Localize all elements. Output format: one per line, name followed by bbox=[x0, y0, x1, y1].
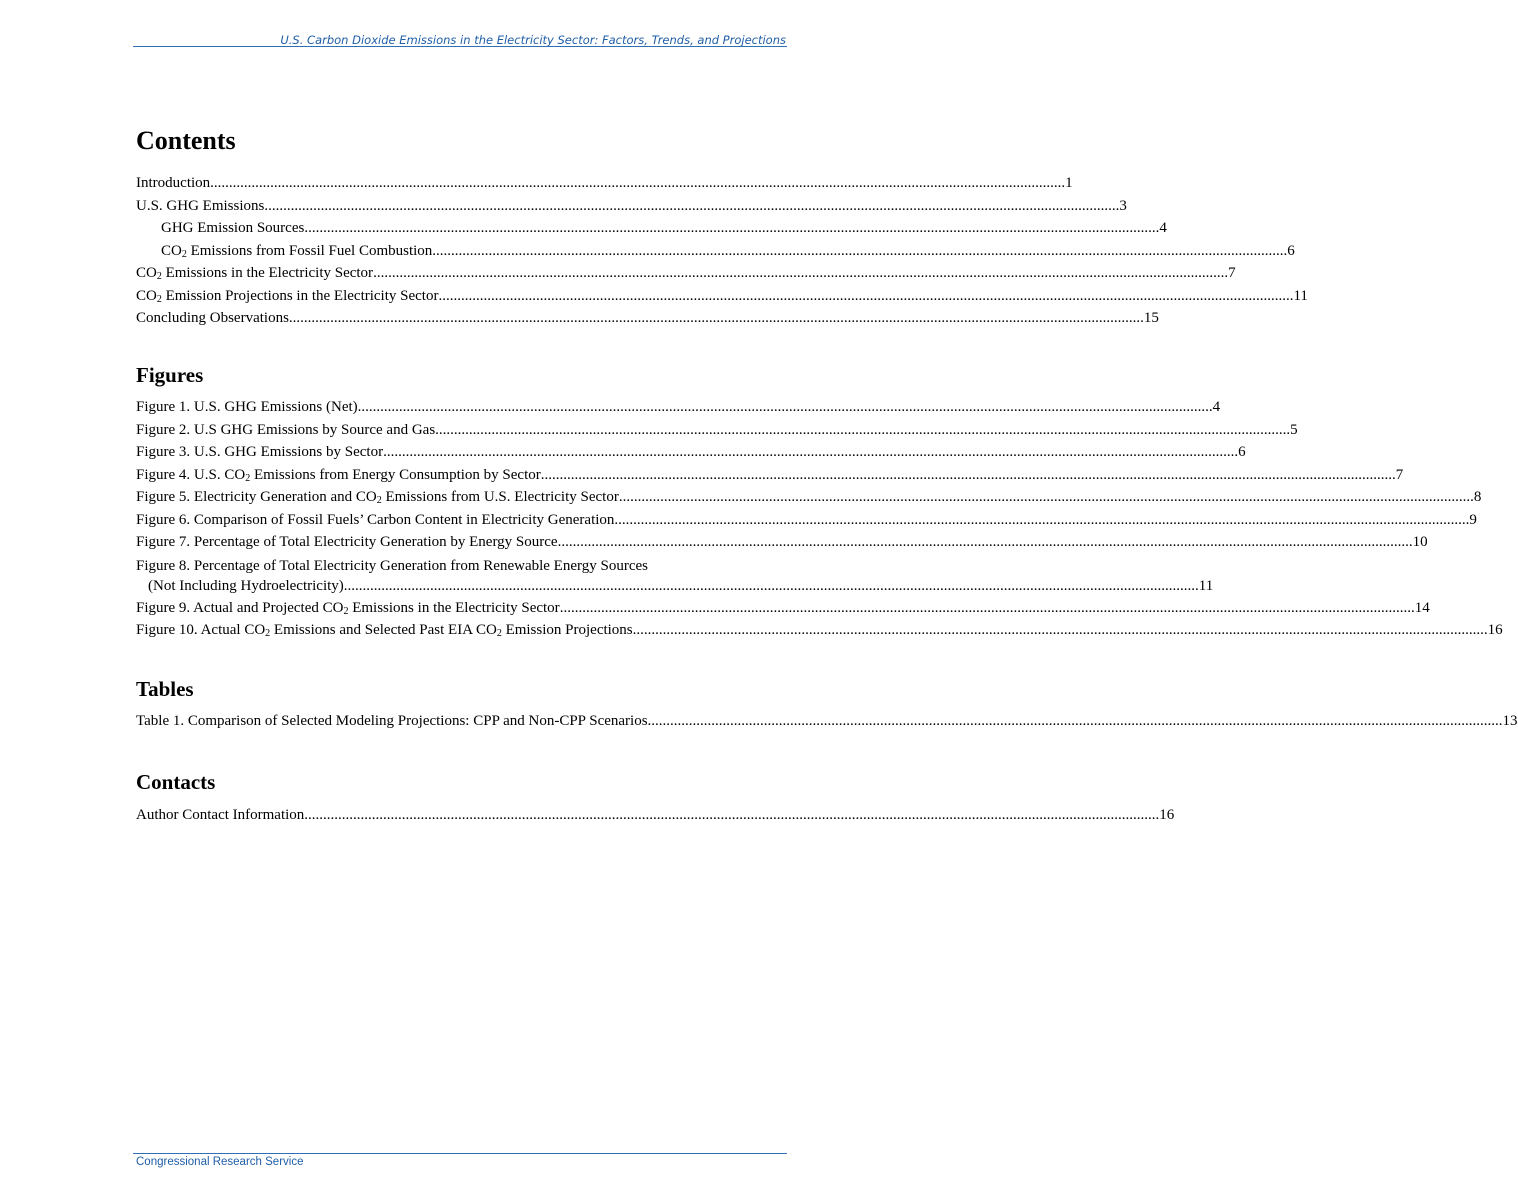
contacts-list bbox=[136, 804, 1175, 827]
toc-entry-title: Figure 5. Electricity Generation and $CO_2$ Emissions from U.S. Electricity Sector bbox=[136, 489, 619, 506]
toc-entry-page: 5 bbox=[1290, 421, 1298, 438]
toc-entry-title: U.S. GHG Emissions bbox=[136, 197, 265, 214]
toc-entry-co2-fossil-fuel-combustion[interactable] bbox=[136, 240, 1295, 263]
toc-entry-title: Figure 7. Percentage of Total Electricity Generation by Energy Source bbox=[136, 534, 558, 550]
toc-entry-title-continued: (Not Including Hydroelectricity) bbox=[148, 577, 344, 594]
toc-entry-figure-4[interactable] bbox=[136, 464, 1404, 487]
toc-entry-figure-1[interactable] bbox=[136, 396, 1221, 419]
toc-entry-title: Figure 3. U.S. GHG Emissions by Sector bbox=[136, 444, 384, 460]
toc-entry-title: Concluding Observations bbox=[136, 310, 289, 326]
footer-publisher: Congressional Research Service bbox=[136, 1156, 304, 1168]
toc-entry-page: 4 bbox=[1159, 220, 1167, 236]
toc-entry-title: Table 1. Comparison of Selected Modeling Projections: CPP and Non-CPP Scenarios bbox=[136, 713, 648, 729]
toc-entry-title: $CO_2$ Emission Projections in the Electricity Sector bbox=[136, 287, 439, 305]
toc-entry-figure-6[interactable] bbox=[136, 509, 1477, 532]
toc-entry-title: Author Contact Information bbox=[136, 807, 305, 823]
toc-entry-page: 13 bbox=[1502, 713, 1518, 729]
toc-entry-title: Figure 8. Percentage of Total Electricity Generation from Renewable Energy Sources bbox=[136, 557, 648, 574]
toc-entry-page: 7 bbox=[1395, 466, 1404, 483]
tables-list bbox=[136, 710, 1518, 733]
header-rule bbox=[133, 46, 787, 47]
figures-heading: Figures bbox=[136, 363, 204, 387]
toc-entry-title: Figure 9. Actual and Projected $CO_2$ Emissions in the Electricity Sector bbox=[136, 599, 560, 617]
tables-heading: Tables bbox=[136, 677, 194, 701]
toc-entry-author-contact[interactable] bbox=[136, 804, 1175, 827]
toc-entry-page: 11 bbox=[1198, 577, 1214, 594]
toc-entry-page: 6 bbox=[1238, 444, 1246, 460]
toc-entry-title: Introduction bbox=[136, 175, 211, 191]
toc-entry-figure-7[interactable] bbox=[136, 531, 1428, 554]
toc-entry-page: 9 bbox=[1469, 511, 1477, 528]
toc-entry-page: 1 bbox=[1065, 175, 1073, 191]
contents-heading: Contents bbox=[136, 126, 236, 155]
toc-entry-concluding-observations[interactable] bbox=[136, 307, 1159, 330]
toc-entry-figure-9[interactable] bbox=[136, 597, 1430, 620]
toc-entry-title: Figure 4. U.S. $CO_2$ Emissions from Energy Consumption by Sector bbox=[136, 466, 541, 484]
toc-entry-page: 15 bbox=[1143, 310, 1159, 326]
contents-list bbox=[136, 172, 1308, 330]
contacts-heading: Contacts bbox=[136, 770, 216, 794]
toc-entry-figure-2[interactable] bbox=[136, 419, 1298, 442]
toc-entry-table-1[interactable] bbox=[136, 710, 1518, 733]
toc-entry-ghg-emission-sources[interactable] bbox=[136, 217, 1167, 240]
toc-entry-page: 6 bbox=[1287, 242, 1295, 259]
toc-entry-co2-electricity-sector[interactable] bbox=[136, 262, 1236, 285]
toc-entry-title: $CO_2$ Emissions in the Electricity Sector bbox=[136, 265, 374, 282]
toc-entry-co2-emission-projections[interactable] bbox=[136, 285, 1308, 308]
toc-entry-figure-10[interactable] bbox=[136, 619, 1503, 642]
toc-entry-page: 10 bbox=[1412, 534, 1428, 550]
toc-entry-figure-3[interactable] bbox=[136, 441, 1246, 464]
toc-entry-figure-5[interactable] bbox=[136, 486, 1482, 509]
toc-entry-title: Figure 1. U.S. GHG Emissions (Net) bbox=[136, 399, 358, 415]
toc-entry-introduction[interactable] bbox=[136, 172, 1073, 195]
toc-entry-page: 4 bbox=[1212, 399, 1221, 415]
toc-entry-figure-8[interactable] bbox=[136, 556, 1214, 596]
toc-entry-page: 14 bbox=[1414, 599, 1430, 616]
toc-entry-page: 16 bbox=[1159, 807, 1175, 823]
toc-entry-page: 7 bbox=[1228, 265, 1236, 281]
toc-entry-page: 16 bbox=[1487, 622, 1503, 638]
toc-entry-title: Figure 2. U.S GHG Emissions by Source and Gas bbox=[136, 421, 436, 438]
toc-entry-page: 3 bbox=[1119, 197, 1127, 214]
toc-entry-title: Figure 10. Actual $CO_2$ Emissions and Selected Past EIA $CO_2$ Emission Projections bbox=[136, 622, 633, 639]
toc-entry-title: Figure 6. Comparison of Fossil Fuels’ Carbon Content in Electricity Generation bbox=[136, 511, 615, 528]
running-header: U.S. Carbon Dioxide Emissions in the Electricity Sector: Factors, Trends, and Projections bbox=[280, 33, 786, 47]
toc-entry-page: 8 bbox=[1473, 489, 1482, 505]
toc-entry-us-ghg-emissions[interactable] bbox=[136, 195, 1127, 218]
toc-entry-title: $CO_2$ Emissions from Fossil Fuel Combustion bbox=[161, 242, 433, 260]
toc-entry-page: 11 bbox=[1293, 287, 1308, 304]
footer-rule bbox=[133, 1153, 787, 1154]
toc-entry-title: GHG Emission Sources bbox=[161, 220, 305, 236]
figures-list bbox=[136, 396, 1503, 642]
